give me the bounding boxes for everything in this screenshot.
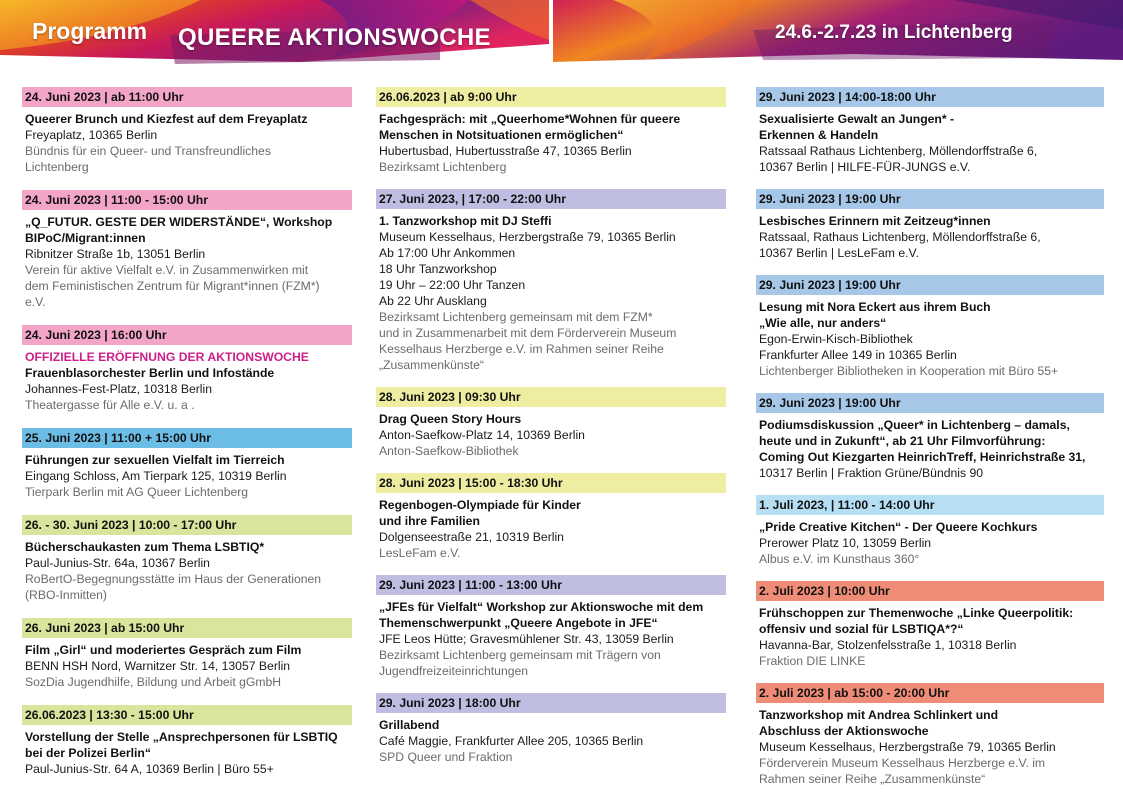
event-organizer: e.V.: [25, 295, 46, 309]
event-location: BENN HSH Nord, Warnitzer Str. 14, 13057 Berlin: [25, 659, 291, 673]
event-location: Ribnitzer Straße 1b, 13051 Berlin: [25, 247, 206, 261]
event-date-header: 29. Juni 2023 | 11:00 - 13:00 Uhr: [376, 575, 726, 595]
event-date-header: 29. Juni 2023 | 19:00 Uhr: [756, 275, 1104, 295]
event-block: [756, 393, 1104, 481]
event-organizer: Lichtenberg: [25, 160, 89, 174]
event-date-header: 29. Juni 2023 | 19:00 Uhr: [756, 189, 1104, 209]
event-organizer: und in Zusammenarbeit mit dem Förderverein Museum: [379, 326, 677, 340]
event-block: [376, 87, 726, 175]
event-title: Führungen zur sexuellen Vielfalt im Tierreich: [25, 453, 285, 467]
event-title: offensiv und sozial für LSBTIQA*?“: [759, 622, 964, 636]
event-block: [376, 189, 726, 373]
event-block: [22, 618, 352, 690]
event-location: Ab 22 Uhr Ausklang: [379, 294, 487, 308]
event-date-header: 27. Juni 2023, | 17:00 - 22:00 Uhr: [376, 189, 726, 209]
header-banner-right: [553, 0, 1123, 66]
event-title: BIPoC/Migrant:innen: [25, 231, 146, 245]
event-location: Café Maggie, Frankfurter Allee 205, 10365 Berlin: [379, 734, 644, 748]
event-location: 10367 Berlin | LesLeFam e.V.: [759, 246, 919, 260]
event-date-header: 26.06.2023 | ab 9:00 Uhr: [376, 87, 726, 107]
event-title: Film „Girl“ und moderiertes Gespräch zum Film: [25, 643, 302, 657]
event-block: [22, 515, 352, 603]
event-title: Abschluss der Aktionswoche: [759, 724, 929, 738]
event-block: [22, 87, 352, 175]
event-title: „Pride Creative Kitchen“ - Der Queere Kochkurs: [759, 520, 1038, 534]
event-title: Lesbisches Erinnern mit Zeitzeug*innen: [759, 214, 991, 228]
event-date-header: 28. Juni 2023 | 09:30 Uhr: [376, 387, 726, 407]
event-date-header: 2. Juli 2023 | 10:00 Uhr: [756, 581, 1104, 601]
event-location: 19 Uhr – 22:00 Uhr Tanzen: [379, 278, 526, 292]
event-organizer: Lichtenberger Bibliotheken in Kooperation mit Büro 55+: [759, 364, 1059, 378]
event-block: [376, 473, 726, 561]
event-title: Lesung mit Nora Eckert aus ihrem Buch: [759, 300, 991, 314]
event-block: [756, 683, 1104, 787]
event-location: Anton-Saefkow-Platz 14, 10369 Berlin: [379, 428, 585, 442]
event-block: [376, 575, 726, 679]
event-organizer: Jugendfreizeiteinrichtungen: [379, 664, 529, 678]
event-organizer: Theatergasse für Alle e.V. u. a .: [25, 398, 195, 412]
event-block: [756, 581, 1104, 669]
event-organizer: Kesselhaus Herzberge e.V. im Rahmen seiner Reihe: [379, 342, 664, 356]
event-title: bei der Polizei Berlin“: [25, 746, 151, 760]
event-title: Themenschwerpunkt „Queere Angebote in JFE“: [379, 616, 658, 630]
event-location: Paul-Junius-Str. 64 A, 10369 Berlin | Büro 55+: [25, 762, 274, 776]
event-title: „Q_FUTUR. GESTE DER WIDERSTÄNDE“, Workshop: [25, 215, 333, 229]
event-location: 10317 Berlin | Fraktion Grüne/Bündnis 90: [759, 466, 984, 480]
event-date-header: 29. Juni 2023 | 19:00 Uhr: [756, 393, 1104, 413]
programm-label: Programm: [32, 18, 148, 44]
event-title: Fachgespräch: mit „Queerhome*Wohnen für queere: [379, 112, 681, 126]
event-block: [756, 495, 1104, 567]
event-date-header: 2. Juli 2023 | ab 15:00 - 20:00 Uhr: [756, 683, 1104, 703]
event-block: [22, 428, 352, 500]
event-block: [376, 693, 726, 765]
event-title: Menschen in Notsituationen ermöglichen“: [379, 128, 624, 142]
event-organizer: dem Feministischen Zentrum für Migrant*innen (FZM*): [25, 279, 320, 293]
event-title: Coming Out Kiezgarten HeinrichTreff, Heinrichstraße 31,: [759, 450, 1086, 464]
event-title: Drag Queen Story Hours: [379, 412, 522, 426]
event-organizer: SPD Queer und Fraktion: [379, 750, 513, 764]
event-organizer: Bezirksamt Lichtenberg: [379, 160, 507, 174]
event-location: JFE Leos Hütte; Gravesmühlener Str. 43, 13059 Berlin: [379, 632, 674, 646]
event-organizer: SozDia Jugendhilfe, Bildung und Arbeit gGmbH: [25, 675, 282, 689]
event-location: Frankfurter Allee 149 in 10365 Berlin: [759, 348, 957, 362]
event-date-header: 26. Juni 2023 | ab 15:00 Uhr: [22, 618, 352, 638]
event-highlight: OFFIZIELLE ERÖFFNUNG DER AKTIONSWOCHE: [25, 350, 309, 364]
event-date-header: 25. Juni 2023 | 11:00 + 15:00 Uhr: [22, 428, 352, 448]
event-date-header: 24. Juni 2023 | 16:00 Uhr: [22, 325, 352, 345]
event-date-header: 26. - 30. Juni 2023 | 10:00 - 17:00 Uhr: [22, 515, 352, 535]
event-title: Vorstellung der Stelle „Ansprechpersonen für LSBTIQ: [25, 730, 338, 744]
event-organizer: Bezirksamt Lichtenberg gemeinsam mit dem FZM*: [379, 310, 653, 324]
event-location: 18 Uhr Tanzworkshop: [379, 262, 497, 276]
event-title: Queerer Brunch und Kiezfest auf dem Freyaplatz: [25, 112, 308, 126]
program-column-2: [376, 87, 726, 779]
main-title: QUEERE AKTIONSWOCHE: [178, 24, 491, 51]
event-title: Regenbogen-Olympiade für Kinder: [379, 498, 581, 512]
event-block: [22, 325, 352, 413]
event-organizer: „Zusammenkünste“: [379, 358, 484, 372]
event-location: Egon-Erwin-Kisch-Bibliothek: [759, 332, 913, 346]
event-location: Freyaplatz, 10365 Berlin: [25, 128, 158, 142]
event-organizer: Bezirksamt Lichtenberg gemeinsam mit Trägern von: [379, 648, 661, 662]
event-title: Grillabend: [379, 718, 440, 732]
event-block: [22, 705, 352, 777]
event-title: heute und in Zukunft“, ab 21 Uhr Filmvorführung:: [759, 434, 1046, 448]
event-date-header: 1. Juli 2023, | 11:00 - 14:00 Uhr: [756, 495, 1104, 515]
event-date-header: 29. Juni 2023 | 18:00 Uhr: [376, 693, 726, 713]
event-location: Prerower Platz 10, 13059 Berlin: [759, 536, 932, 550]
event-title: Podiumsdiskussion „Queer* in Lichtenberg – damals,: [759, 418, 1070, 432]
event-title: „JFEs für Vielfalt“ Workshop zur Aktionswoche mit dem: [379, 600, 704, 614]
program-column-1: [22, 87, 352, 792]
event-block: [756, 275, 1104, 379]
event-title: Bücherschaukasten zum Thema LSBTIQ*: [25, 540, 265, 554]
event-location: Ratssaal, Rathaus Lichtenberg, Möllendorffstraße 6,: [759, 230, 1041, 244]
event-date-header: 26.06.2023 | 13:30 - 15:00 Uhr: [22, 705, 352, 725]
event-location: Eingang Schloss, Am Tierpark 125, 10319 Berlin: [25, 469, 287, 483]
program-column-3: [756, 87, 1104, 801]
event-location: Ratssaal Rathaus Lichtenberg, Möllendorffstraße 6,: [759, 144, 1038, 158]
header-banner-left: [0, 0, 549, 66]
event-organizer: Förderverein Museum Kesselhaus Herzberge e.V. im: [759, 756, 1046, 770]
event-location: Paul-Junius-Str. 64a, 10367 Berlin: [25, 556, 210, 570]
event-title: Sexualisierte Gewalt an Jungen* -: [759, 112, 955, 126]
event-location: 10367 Berlin | HILFE-FÜR-JUNGS e.V.: [759, 160, 971, 174]
event-organizer: (RBO-Inmitten): [25, 588, 107, 602]
event-title: Frühschoppen zur Themenwoche „Linke Queerpolitik:: [759, 606, 1074, 620]
event-location: Hubertusbad, Hubertusstraße 47, 10365 Berlin: [379, 144, 632, 158]
event-organizer: Rahmen seiner Reihe „Zusammenkünste“: [759, 772, 986, 786]
date-range: 24.6.-2.7.23 in Lichtenberg: [775, 22, 1013, 43]
event-block: [756, 189, 1104, 261]
event-title: Tanzworkshop mit Andrea Schlinkert und: [759, 708, 999, 722]
event-organizer: LesLeFam e.V.: [379, 546, 461, 560]
event-location: Dolgenseestraße 21, 10319 Berlin: [379, 530, 564, 544]
event-block: [376, 387, 726, 459]
event-title: und ihre Familien: [379, 514, 480, 528]
event-date-header: 24. Juni 2023 | ab 11:00 Uhr: [22, 87, 352, 107]
event-title: Frauenblasorchester Berlin und Infostände: [25, 366, 275, 380]
event-organizer: Anton-Saefkow-Bibliothek: [379, 444, 519, 458]
event-location: Museum Kesselhaus, Herzbergstraße 79, 10365 Berlin: [759, 740, 1056, 754]
event-date-header: 28. Juni 2023 | 15:00 - 18:30 Uhr: [376, 473, 726, 493]
event-location: Museum Kesselhaus, Herzbergstraße 79, 10365 Berlin: [379, 230, 676, 244]
event-organizer: Bündnis für ein Queer- und Transfreundliches: [25, 144, 271, 158]
event-organizer: RoBertO-Begegnungsstätte im Haus der Generationen: [25, 572, 322, 586]
event-title: 1. Tanzworkshop mit DJ Steffi: [379, 214, 552, 228]
event-organizer: Albus e.V. im Kunsthaus 360°: [759, 552, 920, 566]
event-organizer: Verein für aktive Vielfalt e.V. in Zusammenwirken mit: [25, 263, 309, 277]
event-block: [756, 87, 1104, 175]
event-date-header: 29. Juni 2023 | 14:00-18:00 Uhr: [756, 87, 1104, 107]
event-title: „Wie alle, nur anders“: [759, 316, 887, 330]
event-organizer: Tierpark Berlin mit AG Queer Lichtenberg: [25, 485, 249, 499]
event-date-header: 24. Juni 2023 | 11:00 - 15:00 Uhr: [22, 190, 352, 210]
event-block: [22, 190, 352, 310]
event-location: Ab 17:00 Uhr Ankommen: [379, 246, 516, 260]
event-location: Havanna-Bar, Stolzenfelsstraße 1, 10318 Berlin: [759, 638, 1017, 652]
event-location: Johannes-Fest-Platz, 10318 Berlin: [25, 382, 212, 396]
event-organizer: Fraktion DIE LINKE: [759, 654, 866, 668]
event-title: Erkennen & Handeln: [759, 128, 879, 142]
